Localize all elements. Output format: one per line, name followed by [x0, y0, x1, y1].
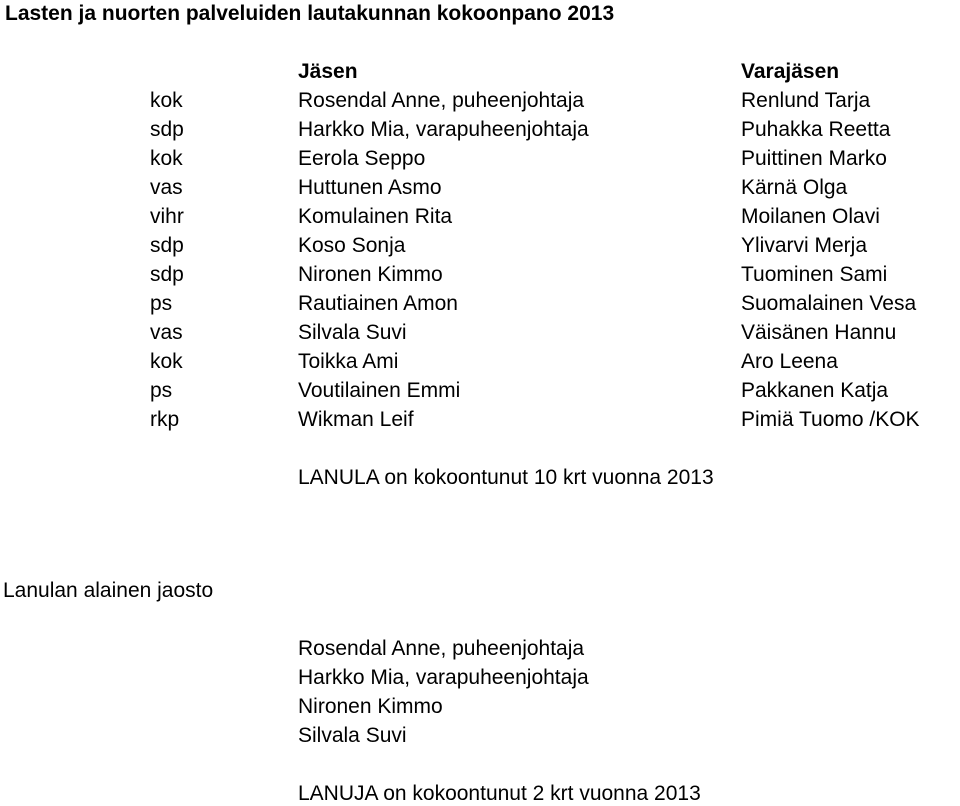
table-row — [0, 264, 960, 293]
party-cell: ps — [150, 379, 173, 402]
party-cell: sdp — [150, 234, 184, 257]
member-cell: Eerola Seppo — [298, 147, 426, 170]
member-cell: Voutilainen Emmi — [298, 379, 461, 402]
party-cell: rkp — [150, 408, 180, 431]
table-row — [0, 90, 960, 119]
party-cell: sdp — [150, 263, 184, 286]
party-cell: sdp — [150, 118, 184, 141]
member-cell: Nironen Kimmo — [298, 263, 443, 286]
deputy-cell: Puittinen Marko — [741, 147, 887, 170]
table-row — [0, 119, 960, 148]
member-cell: Harkko Mia, varapuheenjohtaja — [298, 118, 589, 141]
subsection-title: Lanulan alainen jaosto — [3, 579, 214, 602]
party-cell: ps — [150, 292, 173, 315]
party-cell: vas — [150, 321, 183, 344]
lanuja-note: LANUJA on kokoontunut 2 krt vuonna 2013 — [298, 782, 701, 805]
header-deputy: Varajäsen — [741, 60, 840, 83]
party-cell: vihr — [150, 205, 184, 228]
member-cell: Toikka Ami — [298, 350, 399, 373]
subsection-member: Harkko Mia, varapuheenjohtaja — [298, 666, 589, 689]
table-row — [0, 322, 960, 351]
lanula-note: LANULA on kokoontunut 10 krt vuonna 2013 — [298, 466, 714, 489]
deputy-cell: Ylivarvi Merja — [741, 234, 868, 257]
deputy-cell: Aro Leena — [741, 350, 838, 373]
member-cell: Silvala Suvi — [298, 321, 407, 344]
member-cell: Koso Sonja — [298, 234, 406, 257]
page-title: Lasten ja nuorten palveluiden lautakunnan kokoonpano 2013 — [5, 2, 615, 25]
deputy-cell: Puhakka Reetta — [741, 118, 891, 141]
deputy-cell: Pimiä Tuomo /KOK — [741, 408, 920, 431]
deputy-cell: Väisänen Hannu — [741, 321, 897, 344]
deputy-cell: Kärnä Olga — [741, 176, 848, 199]
member-cell: Huttunen Asmo — [298, 176, 442, 199]
member-cell: Rautiainen Amon — [298, 292, 458, 315]
table-row — [0, 293, 960, 322]
subsection-member: Rosendal Anne, puheenjohtaja — [298, 637, 585, 660]
deputy-cell: Tuominen Sami — [741, 263, 888, 286]
party-cell: vas — [150, 176, 183, 199]
member-cell: Rosendal Anne, puheenjohtaja — [298, 89, 585, 112]
party-cell: kok — [150, 350, 183, 373]
table-row — [0, 206, 960, 235]
table-row — [0, 409, 960, 438]
table-row — [0, 148, 960, 177]
subsection-member: Silvala Suvi — [298, 724, 407, 747]
party-cell: kok — [150, 147, 183, 170]
subsection-member: Nironen Kimmo — [298, 695, 443, 718]
deputy-cell: Renlund Tarja — [741, 89, 871, 112]
header-member: Jäsen — [298, 60, 358, 83]
member-cell: Wikman Leif — [298, 408, 414, 431]
table-row — [0, 177, 960, 206]
table-row — [0, 235, 960, 264]
deputy-cell: Moilanen Olavi — [741, 205, 880, 228]
deputy-cell: Suomalainen Vesa — [741, 292, 917, 315]
party-cell: kok — [150, 89, 183, 112]
table-row — [0, 380, 960, 409]
table-row — [0, 351, 960, 380]
deputy-cell: Pakkanen Katja — [741, 379, 889, 402]
member-cell: Komulainen Rita — [298, 205, 453, 228]
